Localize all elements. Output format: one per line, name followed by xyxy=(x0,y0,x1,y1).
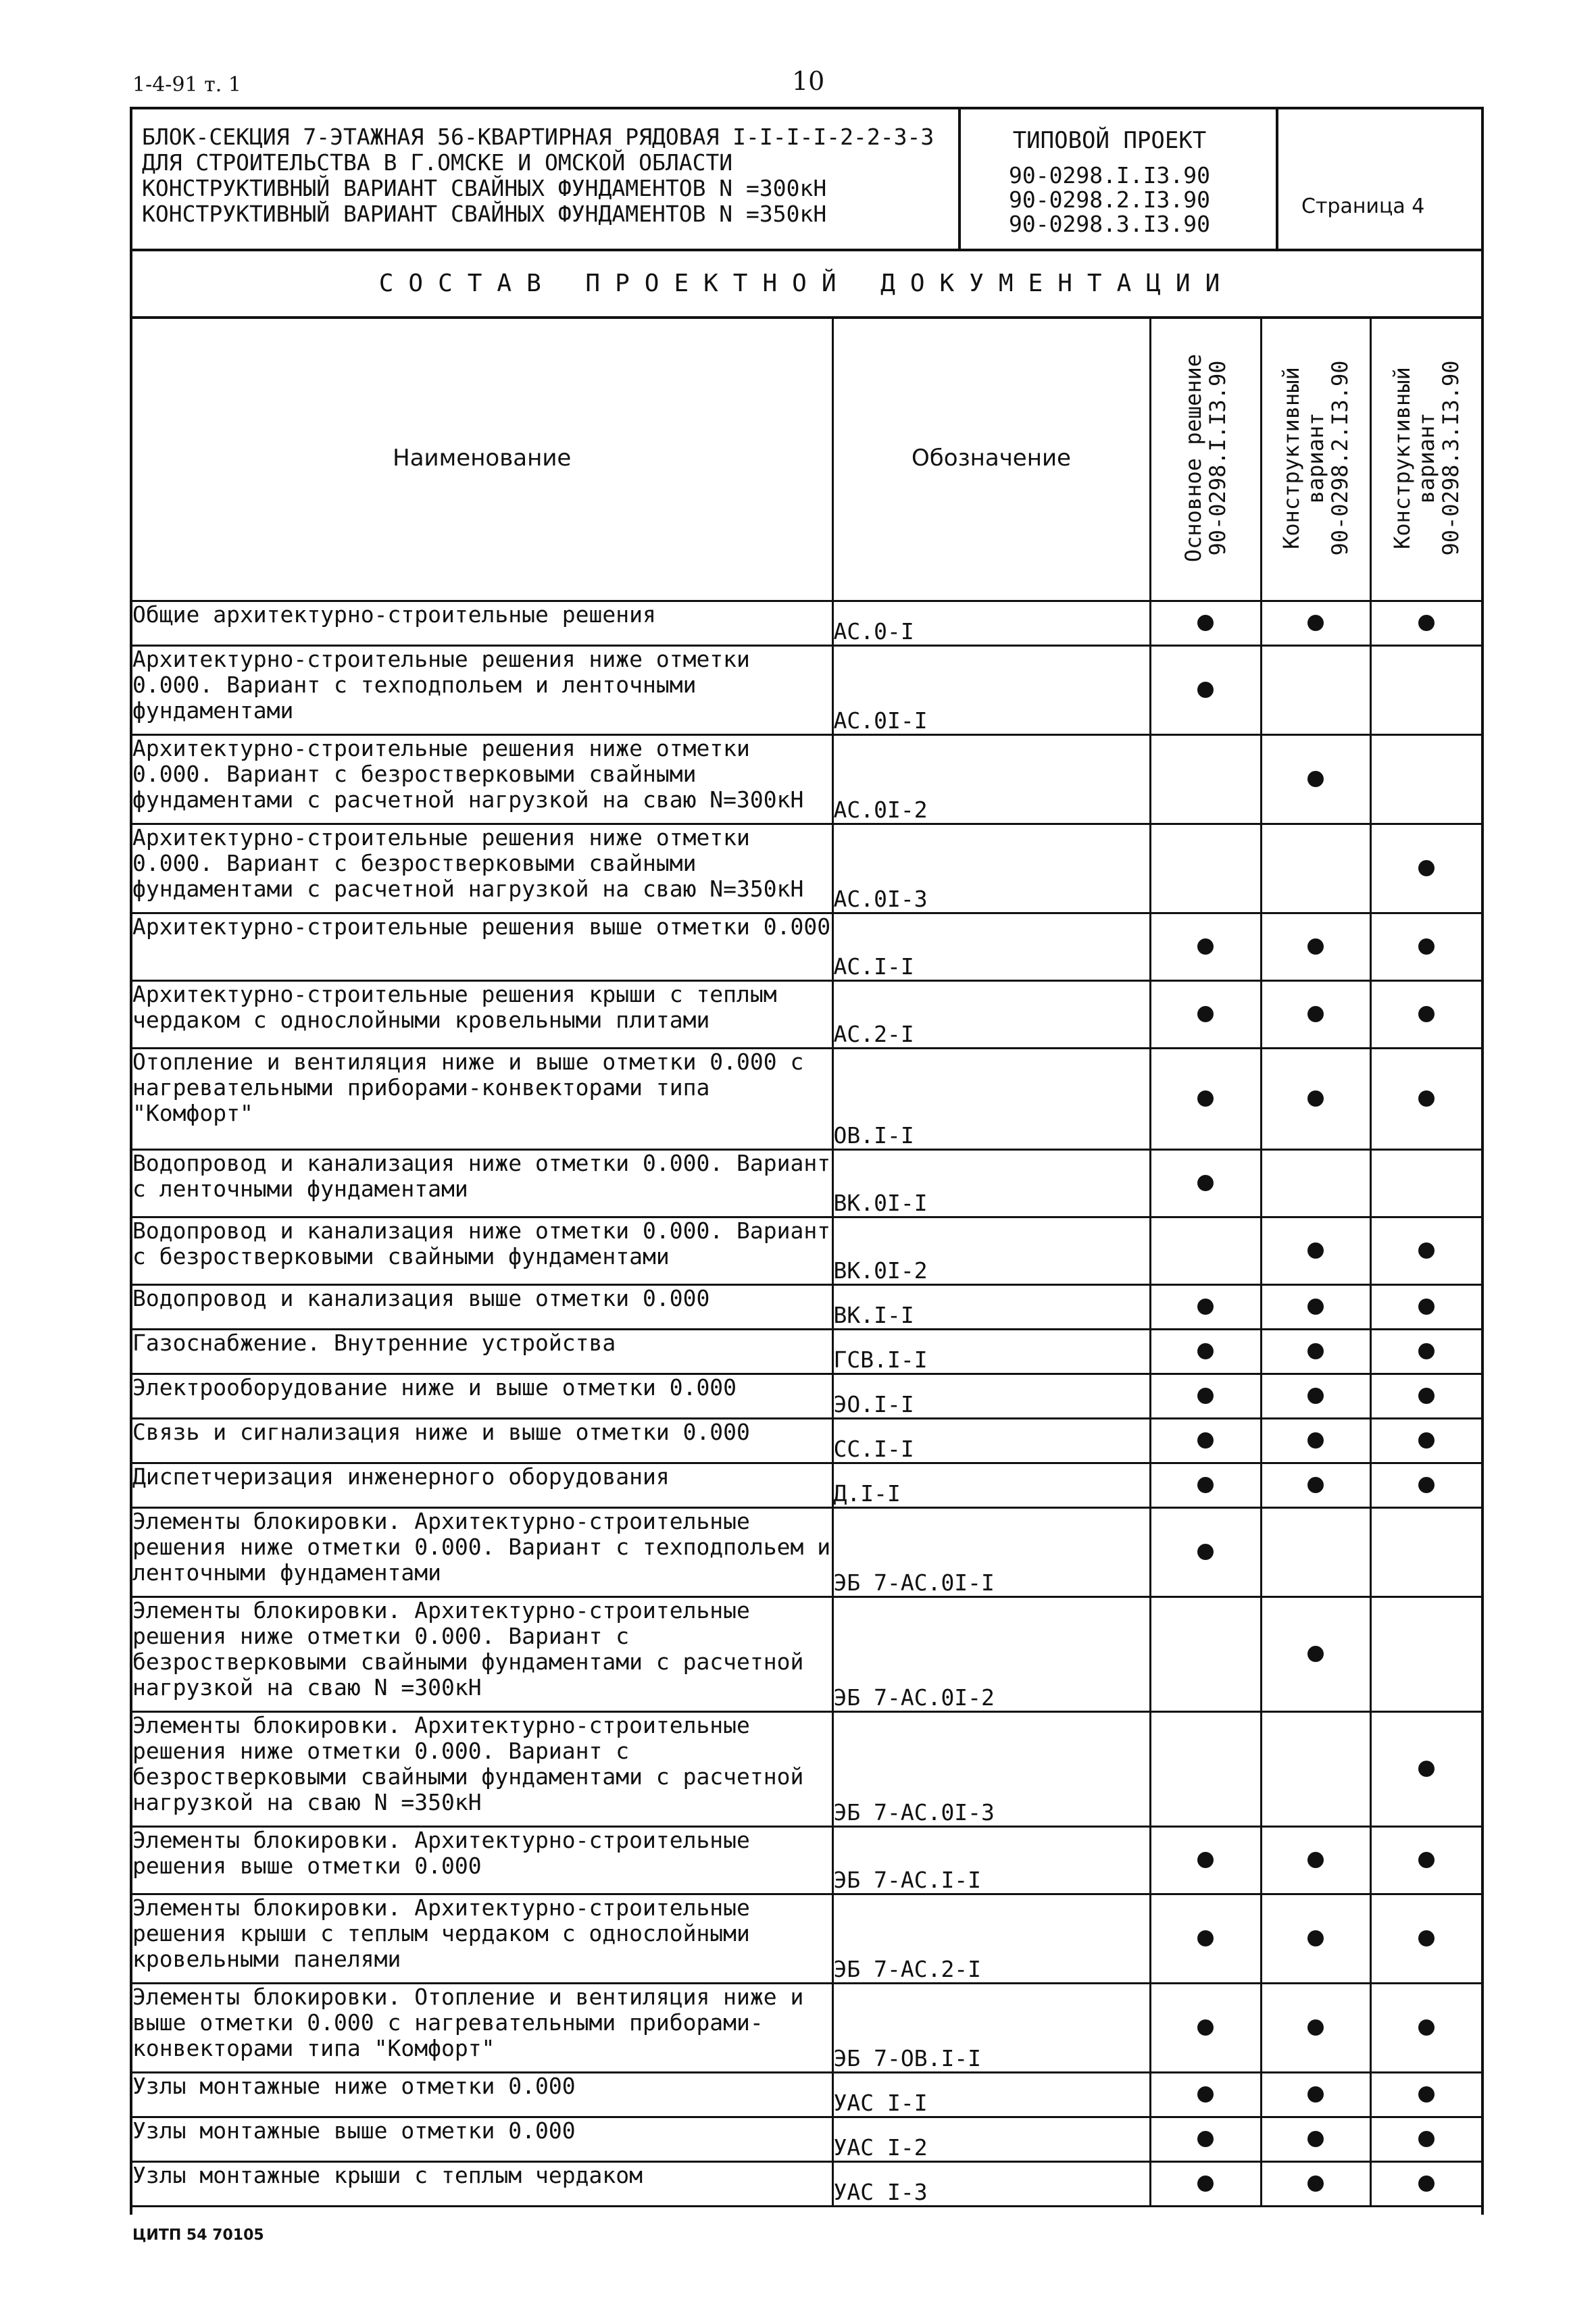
row-mark-cell xyxy=(1261,1984,1370,2073)
row-name: Водопровод и канализация выше отметки 0.000 xyxy=(132,1285,832,1330)
row-mark-cell xyxy=(1150,1217,1261,1285)
title-line: ДЛЯ СТРОИТЕЛЬСТВА В Г.ОМСКЕ И ОМСКОЙ ОБЛАСТИ xyxy=(142,149,733,176)
row-name: Архитектурно-строительные решения ниже отметки 0.000. Вариант с безростверковыми свайными фундаментами с расчетной нагрузкой на сваю N=350кН xyxy=(132,824,832,913)
bullet-icon xyxy=(1197,1852,1214,1868)
row-mark-cell xyxy=(1370,2162,1481,2207)
row-name: Газоснабжение. Внутренние устройства xyxy=(132,1330,832,1374)
row-mark-cell xyxy=(1261,2073,1370,2117)
row-mark-cell xyxy=(1370,1217,1481,1285)
table-row xyxy=(132,2117,1481,2162)
row-name: Элементы блокировки. Архитектурно-строительные решения ниже отметки 0.000. Вариант с техподпольем и ленточными фундаментами xyxy=(132,1508,832,1597)
row-name: Водопровод и канализация ниже отметки 0.000. Вариант с безростверковыми свайными фундаментами xyxy=(132,1217,832,1285)
row-code: АС.0I-I xyxy=(832,646,1150,735)
bullet-icon xyxy=(1197,2019,1214,2036)
row-mark-cell xyxy=(1150,646,1261,735)
bullet-icon xyxy=(1197,1343,1214,1359)
column-header-code: Обозначение xyxy=(832,316,1150,601)
row-mark-cell xyxy=(1370,1374,1481,1419)
row-mark-cell xyxy=(1150,1827,1261,1894)
bullet-icon xyxy=(1307,1388,1324,1404)
bullet-icon xyxy=(1418,938,1435,955)
bullet-icon xyxy=(1197,1544,1214,1560)
table-row xyxy=(132,824,1481,913)
bullet-icon xyxy=(1197,2175,1214,2192)
bullet-icon xyxy=(1307,2175,1324,2192)
table-body xyxy=(132,601,1481,2207)
row-mark-cell xyxy=(1261,1597,1370,1712)
row-mark-cell xyxy=(1261,1419,1370,1463)
bullet-icon xyxy=(1197,2131,1214,2147)
row-mark-cell xyxy=(1261,2162,1370,2207)
bullet-icon xyxy=(1307,1646,1324,1662)
row-mark-cell xyxy=(1150,913,1261,981)
bullet-icon xyxy=(1307,615,1324,631)
bullet-icon xyxy=(1418,2019,1435,2036)
row-name: Элементы блокировки. Архитектурно-строительные решения ниже отметки 0.000. Вариант с безростверковыми свайными фундаментами с расчетной нагрузкой на сваю N =350кН xyxy=(132,1712,832,1827)
row-mark-cell xyxy=(1261,2117,1370,2162)
row-mark-cell xyxy=(1261,1150,1370,1217)
row-name: Архитектурно-строительные решения ниже отметки 0.000. Вариант с безростверковыми свайными фундаментами с расчетной нагрузкой на сваю N=300кН xyxy=(132,735,832,824)
row-mark-cell xyxy=(1370,2117,1481,2162)
column-header-line: вариант xyxy=(1303,412,1328,504)
row-mark-cell xyxy=(1370,1419,1481,1463)
row-mark-cell xyxy=(1150,601,1261,646)
row-mark-cell xyxy=(1150,2117,1261,2162)
column-header-variant-3 xyxy=(1370,316,1481,601)
bullet-icon xyxy=(1307,1242,1324,1259)
row-mark-cell xyxy=(1370,2073,1481,2117)
project-code: 90-0298.2.I3.90 xyxy=(1008,186,1210,213)
row-mark-cell xyxy=(1370,646,1481,735)
row-code: ГСВ.I-I xyxy=(832,1330,1150,1374)
table-row xyxy=(132,2162,1481,2207)
bullet-icon xyxy=(1418,1343,1435,1359)
bullet-icon xyxy=(1197,1388,1214,1404)
table-row xyxy=(132,1285,1481,1330)
bullet-icon xyxy=(1418,1090,1435,1107)
row-code: ВК.I-I xyxy=(832,1285,1150,1330)
documentation-table xyxy=(132,316,1481,2207)
column-header-line: Конструктивный xyxy=(1278,367,1304,549)
row-code: АС.0-I xyxy=(832,601,1150,646)
table-row xyxy=(132,1330,1481,1374)
row-code: ЭБ 7-ОВ.I-I xyxy=(832,1984,1150,2073)
row-mark-cell xyxy=(1150,1597,1261,1712)
row-mark-cell xyxy=(1261,1330,1370,1374)
row-mark-cell xyxy=(1150,1508,1261,1597)
table-row xyxy=(132,1827,1481,1894)
bullet-icon xyxy=(1307,2019,1324,2036)
table-row xyxy=(132,981,1481,1049)
row-code: ЭБ 7-АС.0I-2 xyxy=(832,1597,1150,1712)
row-name: Водопровод и канализация ниже отметки 0.000. Вариант с ленточными фундаментами xyxy=(132,1150,832,1217)
row-mark-cell xyxy=(1150,1150,1261,1217)
row-mark-cell xyxy=(1261,1049,1370,1150)
project-code: 90-0298.I.I3.90 xyxy=(1008,162,1210,188)
bullet-icon xyxy=(1418,1761,1435,1777)
table-header-row xyxy=(132,316,1481,601)
row-name: Электрооборудование ниже и выше отметки 0.000 xyxy=(132,1374,832,1419)
bullet-icon xyxy=(1307,938,1324,955)
row-mark-cell xyxy=(1150,1984,1261,2073)
row-code: ВК.0I-2 xyxy=(832,1217,1150,1285)
bullet-icon xyxy=(1197,2086,1214,2103)
column-header-name: Наименование xyxy=(132,316,832,601)
bullet-icon xyxy=(1307,1343,1324,1359)
bullet-icon xyxy=(1197,1477,1214,1493)
row-code: ЭБ 7-АС.0I-3 xyxy=(832,1712,1150,1827)
row-mark-cell xyxy=(1370,1712,1481,1827)
row-code: ЭБ 7-АС.2-I xyxy=(832,1894,1150,1984)
document-title xyxy=(142,124,1081,227)
project-codes xyxy=(968,128,1251,236)
bullet-icon xyxy=(1197,1175,1214,1191)
row-mark-cell xyxy=(1370,1150,1481,1217)
bullet-icon xyxy=(1418,2086,1435,2103)
row-name: Узлы монтажные ниже отметки 0.000 xyxy=(132,2073,832,2117)
table-row xyxy=(132,1374,1481,1419)
bullet-icon xyxy=(1307,1090,1324,1107)
bullet-icon xyxy=(1418,1006,1435,1022)
column-header-line: Конструктивный xyxy=(1389,367,1415,549)
column-header-variant-2 xyxy=(1261,316,1370,601)
row-mark-cell xyxy=(1150,1463,1261,1508)
row-mark-cell xyxy=(1261,1217,1370,1285)
title-line: БЛОК-СЕКЦИЯ 7-ЭТАЖНАЯ 56-КВАРТИРНАЯ РЯДОВАЯ I-I-I-I-2-2-3-3 xyxy=(142,124,934,150)
bullet-icon xyxy=(1418,1299,1435,1315)
table-row xyxy=(132,646,1481,735)
row-code: АС.I-I xyxy=(832,913,1150,981)
bullet-icon xyxy=(1418,860,1435,876)
footer-code: ЦИТП 54 70105 xyxy=(132,2227,264,2244)
row-mark-cell xyxy=(1261,1463,1370,1508)
row-code: УАС I-I xyxy=(832,2073,1150,2117)
bullet-icon xyxy=(1418,1477,1435,1493)
row-name: Диспетчеризация инженерного оборудования xyxy=(132,1463,832,1508)
row-name: Общие архитектурно-строительные решения xyxy=(132,601,832,646)
row-mark-cell xyxy=(1370,1508,1481,1597)
bullet-icon xyxy=(1418,1432,1435,1449)
bullet-icon xyxy=(1197,682,1214,698)
title-line: КОНСТРУКТИВНЫЙ ВАРИАНТ СВАЙНЫХ ФУНДАМЕНТОВ N =350кН xyxy=(142,201,827,227)
table-row xyxy=(132,1597,1481,1712)
table-row xyxy=(132,2073,1481,2117)
bullet-icon xyxy=(1307,2131,1324,2147)
row-name: Архитектурно-строительные решения выше отметки 0.000 xyxy=(132,913,832,981)
bullet-icon xyxy=(1197,1006,1214,1022)
column-header-line: 90-0298.3.I3.90 xyxy=(1437,360,1464,556)
column-header-line: 90-0298.2.I3.90 xyxy=(1327,360,1353,556)
row-mark-cell xyxy=(1150,1049,1261,1150)
row-mark-cell xyxy=(1150,981,1261,1049)
row-name: Архитектурно-строительные решения крыши с теплым чердаком с однослойными кровельными плитами xyxy=(132,981,832,1049)
row-mark-cell xyxy=(1150,1712,1261,1827)
bullet-icon xyxy=(1418,615,1435,631)
row-mark-cell xyxy=(1370,1894,1481,1984)
page-divider xyxy=(1276,109,1278,249)
bullet-icon xyxy=(1307,1477,1324,1493)
row-mark-cell xyxy=(1150,1894,1261,1984)
bullet-icon xyxy=(1307,2086,1324,2103)
row-mark-cell xyxy=(1261,735,1370,824)
column-header-line: Основное решение xyxy=(1180,353,1206,563)
row-mark-cell xyxy=(1150,2162,1261,2207)
bullet-icon xyxy=(1307,1299,1324,1315)
row-code: Д.I-I xyxy=(832,1463,1150,1508)
section-title: СОСТАВ ПРОЕКТНОЙ ДОКУМЕНТАЦИИ xyxy=(132,251,1481,319)
bullet-icon xyxy=(1197,1432,1214,1449)
row-mark-cell xyxy=(1370,1049,1481,1150)
table-row xyxy=(132,1712,1481,1827)
row-code: АС.2-I xyxy=(832,981,1150,1049)
table-row xyxy=(132,1419,1481,1463)
row-mark-cell xyxy=(1150,735,1261,824)
table-row xyxy=(132,1150,1481,1217)
table-row xyxy=(132,1217,1481,1285)
bullet-icon xyxy=(1197,1090,1214,1107)
row-code: ЭО.I-I xyxy=(832,1374,1150,1419)
table-row xyxy=(132,1049,1481,1150)
document-reference: 1-4-91 т. 1 xyxy=(132,73,241,97)
row-mark-cell xyxy=(1261,1827,1370,1894)
row-mark-cell xyxy=(1370,1597,1481,1712)
row-mark-cell xyxy=(1261,601,1370,646)
row-code: ЭБ 7-АС.0I-I xyxy=(832,1508,1150,1597)
page-number: 10 xyxy=(792,66,825,96)
row-mark-cell xyxy=(1150,1330,1261,1374)
row-name: Элементы блокировки. Архитектурно-строительные решения выше отметки 0.000 xyxy=(132,1827,832,1894)
row-mark-cell xyxy=(1370,824,1481,913)
row-name: Отопление и вентиляция ниже и выше отметки 0.000 с нагревательными приборами-конвекторами типа "Комфорт" xyxy=(132,1049,832,1150)
row-mark-cell xyxy=(1261,1374,1370,1419)
bullet-icon xyxy=(1307,1432,1324,1449)
row-mark-cell xyxy=(1370,601,1481,646)
title-divider xyxy=(958,109,961,249)
row-mark-cell xyxy=(1150,1285,1261,1330)
row-mark-cell xyxy=(1261,1508,1370,1597)
bullet-icon xyxy=(1197,1930,1214,1946)
column-header-line: 90-0298.I.I3.90 xyxy=(1205,360,1230,556)
table-row xyxy=(132,1463,1481,1508)
row-code: УАС I-2 xyxy=(832,2117,1150,2162)
bullet-icon xyxy=(1418,1388,1435,1404)
row-mark-cell xyxy=(1370,981,1481,1049)
bullet-icon xyxy=(1418,1242,1435,1259)
row-mark-cell xyxy=(1150,1419,1261,1463)
row-mark-cell xyxy=(1370,1330,1481,1374)
row-code: ОВ.I-I xyxy=(832,1049,1150,1150)
table-row xyxy=(132,1894,1481,1984)
row-mark-cell xyxy=(1370,913,1481,981)
document-sheet xyxy=(130,107,1484,2215)
bullet-icon xyxy=(1418,2175,1435,2192)
row-mark-cell xyxy=(1370,1984,1481,2073)
table-row xyxy=(132,601,1481,646)
bullet-icon xyxy=(1307,1930,1324,1946)
row-code: ЭБ 7-АС.I-I xyxy=(832,1827,1150,1894)
row-mark-cell xyxy=(1150,2073,1261,2117)
column-header-line: вариант xyxy=(1413,412,1439,504)
row-name: Связь и сигнализация ниже и выше отметки 0.000 xyxy=(132,1419,832,1463)
project-caption: ТИПОВОЙ ПРОЕКТ xyxy=(1012,127,1207,154)
row-mark-cell xyxy=(1261,646,1370,735)
column-header-base xyxy=(1150,316,1261,601)
row-mark-cell xyxy=(1261,824,1370,913)
bullet-icon xyxy=(1197,615,1214,631)
sheet-page-label: Страница 4 xyxy=(1301,195,1425,218)
row-mark-cell xyxy=(1150,1374,1261,1419)
row-code: СС.I-I xyxy=(832,1419,1150,1463)
row-code: ВК.0I-I xyxy=(832,1150,1150,1217)
row-mark-cell xyxy=(1261,1894,1370,1984)
row-code: УАС I-3 xyxy=(832,2162,1150,2207)
row-code: АС.0I-3 xyxy=(832,824,1150,913)
row-name: Элементы блокировки. Архитектурно-строительные решения крыши с теплым чердаком с однослойными кровельными панелями xyxy=(132,1894,832,1984)
row-name: Архитектурно-строительные решения ниже отметки 0.000. Вариант с техподпольем и ленточными фундаментами xyxy=(132,646,832,735)
bullet-icon xyxy=(1307,771,1324,787)
row-mark-cell xyxy=(1150,824,1261,913)
table-row xyxy=(132,913,1481,981)
bullet-icon xyxy=(1307,1006,1324,1022)
row-mark-cell xyxy=(1370,1463,1481,1508)
table-row xyxy=(132,1508,1481,1597)
table-row xyxy=(132,1984,1481,2073)
bullet-icon xyxy=(1418,1852,1435,1868)
row-name: Элементы блокировки. Отопление и вентиляция ниже и выше отметки 0.000 с нагревательными приборами-конвекторами типа "Комфорт" xyxy=(132,1984,832,2073)
row-mark-cell xyxy=(1370,1827,1481,1894)
row-mark-cell xyxy=(1261,1285,1370,1330)
row-name: Элементы блокировки. Архитектурно-строительные решения ниже отметки 0.000. Вариант с безростверковыми свайными фундаментами с расчетной нагрузкой на сваю N =300кН xyxy=(132,1597,832,1712)
row-mark-cell xyxy=(1261,1712,1370,1827)
title-block xyxy=(132,109,1481,251)
bullet-icon xyxy=(1418,2131,1435,2147)
row-mark-cell xyxy=(1370,1285,1481,1330)
title-line: КОНСТРУКТИВНЫЙ ВАРИАНТ СВАЙНЫХ ФУНДАМЕНТОВ N =300кН xyxy=(142,175,827,201)
row-name: Узлы монтажные выше отметки 0.000 xyxy=(132,2117,832,2162)
bullet-icon xyxy=(1418,1930,1435,1946)
row-code: АС.0I-2 xyxy=(832,735,1150,824)
row-mark-cell xyxy=(1261,981,1370,1049)
row-name: Узлы монтажные крыши с теплым чердаком xyxy=(132,2162,832,2207)
bullet-icon xyxy=(1307,1852,1324,1868)
table-row xyxy=(132,735,1481,824)
row-mark-cell xyxy=(1370,735,1481,824)
bullet-icon xyxy=(1197,1299,1214,1315)
project-code: 90-0298.3.I3.90 xyxy=(1008,211,1210,237)
row-mark-cell xyxy=(1261,913,1370,981)
bullet-icon xyxy=(1197,938,1214,955)
